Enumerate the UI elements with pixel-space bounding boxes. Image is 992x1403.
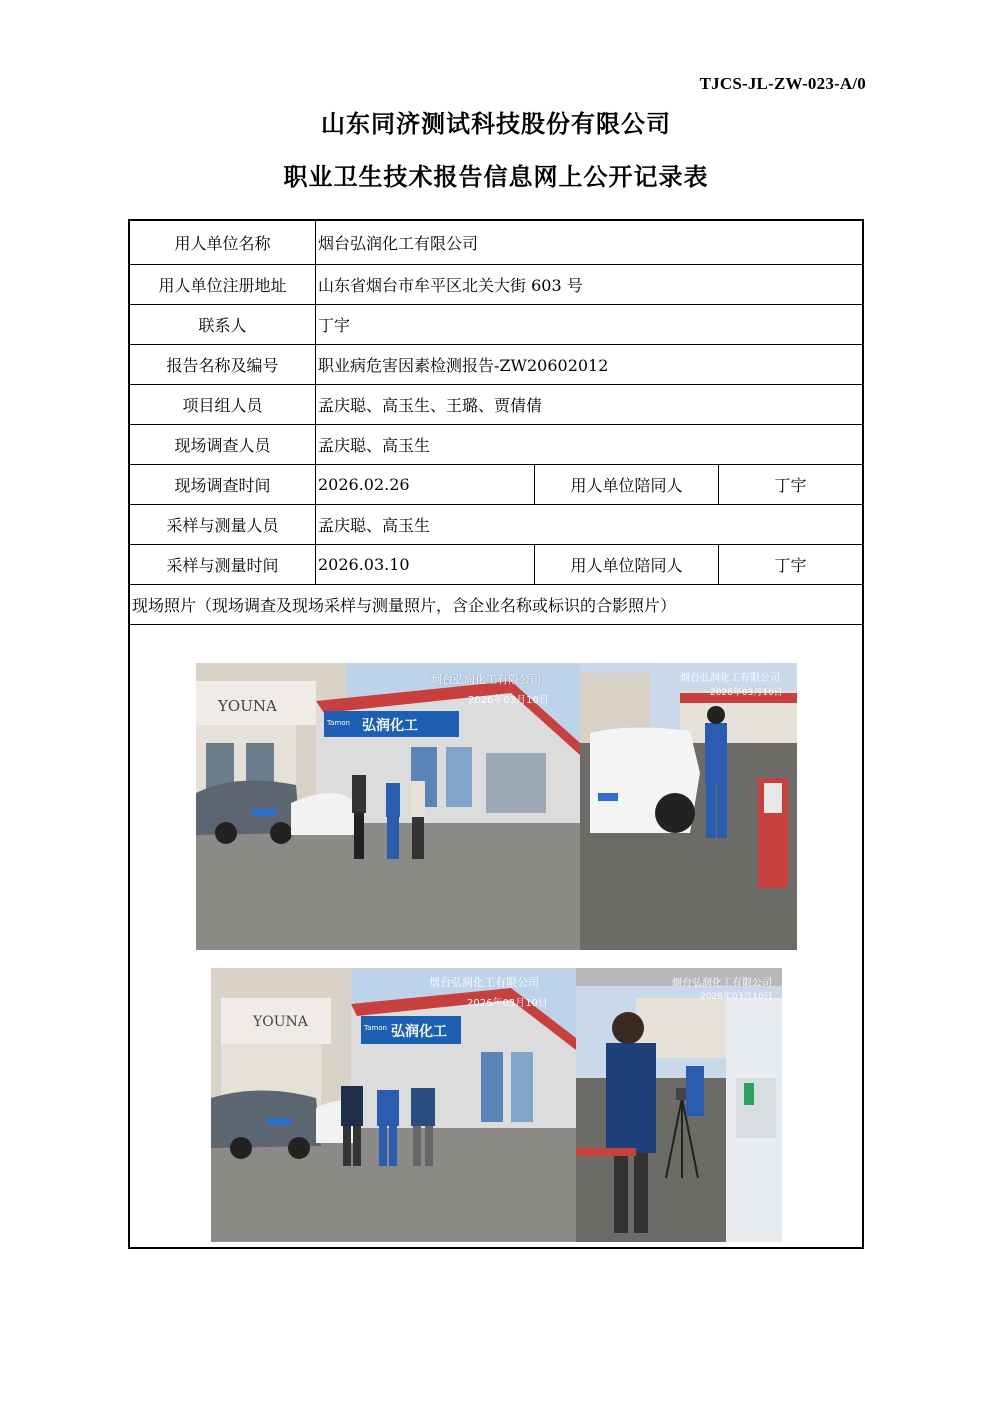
document-number: TJCS-JL-ZW-023-A/0 (699, 74, 866, 93)
sampling-accompany-label: 用人单位陪同人 (535, 545, 719, 584)
watermark-date: 2026年03月10日 (467, 998, 548, 1009)
shop-sign-youna: YOUNA (253, 1014, 308, 1030)
storefront-scene-2 (211, 968, 576, 1242)
fuel-sampling-photo-1 (580, 663, 797, 950)
fuel-sampling-photo-2 (576, 968, 782, 1242)
contact-value: 丁宇 (318, 316, 351, 335)
company-title: 山东同济测试科技股份有限公司 (321, 109, 671, 138)
fuel-scene-1 (580, 663, 797, 950)
sampling-accompany-value: 丁宇 (774, 556, 807, 575)
report-label: 报告名称及编号 (130, 345, 316, 384)
storefront-group-photo-2 (211, 968, 576, 1242)
fuel-scene-2 (576, 968, 782, 1242)
team-label: 项目组人员 (130, 385, 316, 424)
watermark-company: 烟台弘润化工有限公司 (672, 978, 772, 989)
table-row (130, 465, 862, 505)
survey-accompany-value: 丁宇 (774, 476, 807, 495)
station-sign: 弘润化工 (362, 718, 418, 734)
report-value: 职业病危害因素检测报告-ZW20602012 (318, 356, 609, 375)
contact-label: 联系人 (130, 305, 316, 344)
brand-sign: Tamon (364, 1024, 387, 1032)
table-row (130, 221, 862, 265)
sampling-time-value: 2026.03.10 (316, 545, 535, 584)
table-row (130, 505, 862, 545)
survey-time-value: 2026.02.26 (316, 465, 535, 504)
station-sign: 弘润化工 (391, 1024, 447, 1040)
watermark-date: 2026年03月10日 (468, 695, 549, 706)
storefront-group-photo-1 (196, 663, 580, 950)
sampling-time-label: 采样与测量时间 (130, 545, 316, 584)
table-row (130, 305, 862, 345)
table-row (130, 585, 862, 625)
address-label: 用人单位注册地址 (130, 265, 316, 304)
employer-name-label: 用人单位名称 (130, 221, 316, 264)
table-row (130, 385, 862, 425)
table-row (130, 265, 862, 305)
watermark-company: 烟台弘润化工有限公司 (429, 976, 539, 989)
survey-time-label: 现场调查时间 (130, 465, 316, 504)
sampling-staff-label: 采样与测量人员 (130, 505, 316, 544)
watermark-company: 烟台弘润化工有限公司 (680, 673, 780, 684)
storefront-scene-1 (196, 663, 580, 950)
watermark-date: 2026年03月10日 (700, 992, 773, 1002)
watermark-date: 2026年03月10日 (710, 688, 783, 698)
brand-sign: Tamon (327, 719, 350, 727)
table-row (130, 425, 862, 465)
record-table (128, 219, 864, 1249)
survey-staff-label: 现场调查人员 (130, 425, 316, 464)
table-row (130, 545, 862, 585)
survey-accompany-label: 用人单位陪同人 (535, 465, 719, 504)
watermark-company: 烟台弘润化工有限公司 (431, 673, 541, 686)
address-value: 山东省烟台市牟平区北关大街 603 号 (318, 276, 583, 295)
photos-label: 现场照片（现场调查及现场采样与测量照片，含企业名称或标识的合影照片） (132, 596, 677, 615)
employer-name-value: 烟台弘润化工有限公司 (318, 234, 479, 253)
shop-sign-youna: YOUNA (218, 697, 277, 715)
team-value: 孟庆聪、高玉生、王璐、贾倩倩 (318, 396, 543, 415)
table-row (130, 345, 862, 385)
sampling-staff-value: 孟庆聪、高玉生 (318, 516, 431, 535)
survey-staff-value: 孟庆聪、高玉生 (318, 436, 431, 455)
form-title: 职业卫生技术报告信息网上公开记录表 (283, 162, 709, 191)
